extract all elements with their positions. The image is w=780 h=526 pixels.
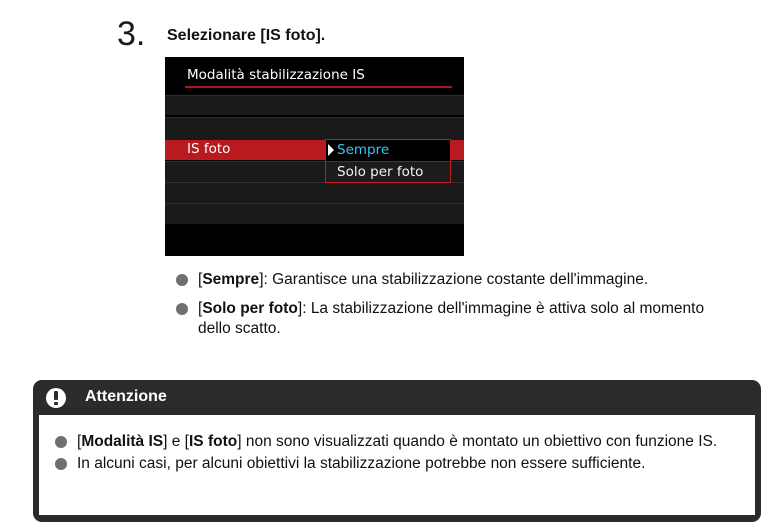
option-solo-per-foto[interactable]: [326, 161, 450, 182]
option-description: : Garantisce una stabilizzazione costante dell'immagine.: [263, 271, 649, 288]
step-number: 3.: [117, 15, 146, 53]
menu-row-empty: [165, 182, 464, 203]
option-dropdown[interactable]: [325, 139, 451, 183]
option-sempre[interactable]: [326, 140, 450, 161]
list-item: [55, 454, 745, 473]
list-item: [Modalità IS] e [IS foto] non sono visualizzati quando è montato un obiettivo con funzione IS.: [55, 432, 745, 451]
menu-row-empty: [165, 95, 464, 115]
list-item: [Solo per foto]: La stabilizzazione dell'immagine è attiva solo al momento dello scatto.: [175, 299, 735, 339]
bullet-icon: [55, 436, 67, 448]
bullet-icon: [176, 274, 188, 286]
menu-title: Modalità stabilizzazione IS: [187, 67, 365, 83]
caution-title: Attenzione: [85, 388, 167, 405]
menu-row-label: IS foto: [187, 141, 231, 157]
caution-term: Modalità IS: [81, 433, 164, 450]
caution-text: ] e [: [163, 433, 189, 450]
option-label: Sempre: [337, 142, 390, 158]
caution-header: [33, 380, 761, 415]
caution-icon: [46, 388, 66, 408]
caution-text: In alcuni casi, per alcuni obiettivi la stabilizzazione potrebbe non essere sufficiente.: [77, 455, 646, 472]
list-item: [Sempre]: Garantisce una stabilizzazione costante dell'immagine.: [175, 270, 735, 290]
option-description: : La stabilizzazione dell'immagine è attiva solo al momento dello scatto.: [198, 300, 705, 337]
menu-row-empty: [165, 117, 464, 140]
option-descriptions: [175, 270, 735, 348]
option-term: Solo per foto: [202, 300, 298, 317]
caution-body: [39, 415, 755, 515]
selection-caret-icon: [328, 144, 334, 156]
step-title: Selezionare [IS foto].: [167, 27, 326, 44]
option-label: Solo per foto: [337, 164, 424, 180]
menu-row-empty: [165, 203, 464, 224]
option-term: Sempre: [202, 271, 260, 288]
title-underline: [185, 86, 452, 88]
caution-term: IS foto: [189, 433, 238, 450]
caution-box: [33, 380, 761, 522]
bullet-icon: [55, 458, 67, 470]
camera-menu-screen: [165, 57, 464, 256]
bullet-icon: [176, 303, 188, 315]
caution-text: ] non sono visualizzati quando è montato un obiettivo con funzione IS.: [237, 433, 718, 450]
